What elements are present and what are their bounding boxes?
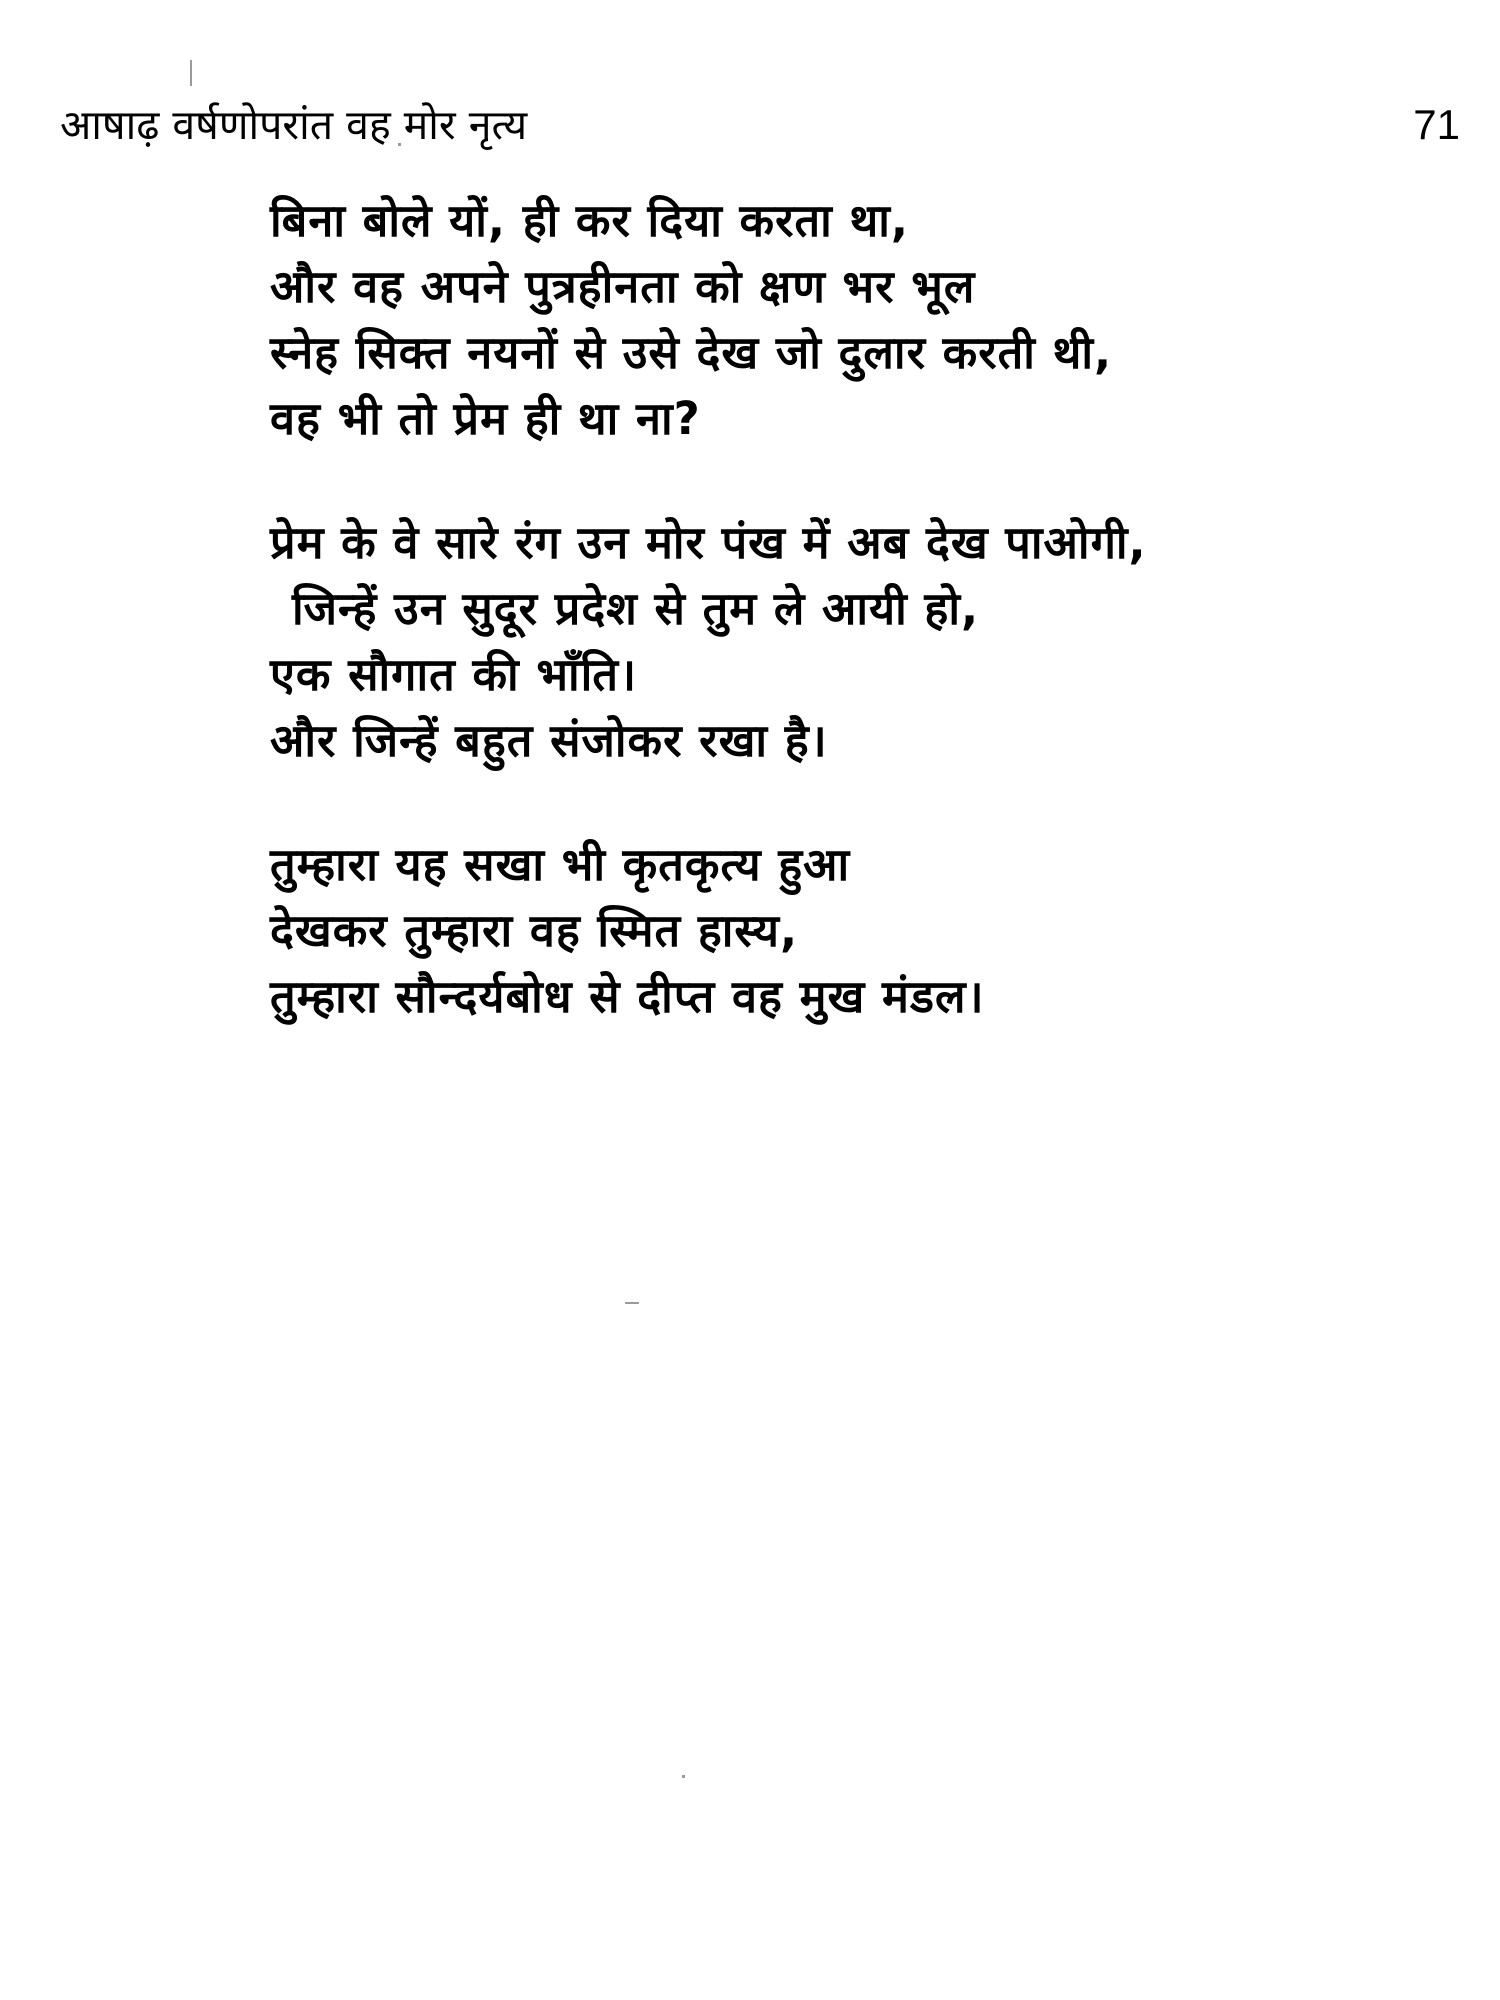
scan-speck	[190, 60, 192, 86]
running-title: आषाढ़ वर्षणोपरांत वह मोर नृत्य	[60, 101, 528, 149]
poem-body	[270, 188, 1410, 1088]
page-number: 71	[1413, 101, 1460, 148]
poem-line: तुम्हारा सौन्दर्यबोध से दीप्त वह मुख मंडल।	[270, 970, 985, 1023]
stanza	[270, 188, 1410, 452]
poem-line: और जिन्हें बहुत संजोकर रखा है।	[270, 714, 828, 767]
poem-line: और वह अपने पुत्रहीनता को क्षण भर भूल	[270, 260, 976, 313]
stanza	[270, 832, 1410, 1030]
scan-speck	[682, 1775, 685, 1778]
poem-line: एक सौगात की भाँति।	[270, 648, 638, 701]
running-header	[60, 95, 1460, 155]
poem-line: प्रेम के वे सारे रंग उन मोर पंख में अब देख पाओगी,	[270, 516, 1147, 569]
stanza	[270, 510, 1410, 774]
poem-line: वह भी तो प्रेम ही था ना?	[270, 392, 701, 445]
scan-speck	[625, 1302, 639, 1304]
poem-line: स्नेह सिक्त नयनों से उसे देख जो दुलार करती थी,	[270, 326, 1113, 379]
poem-line: जिन्हें उन सुदूर प्रदेश से तुम ले आयी हो,	[292, 582, 980, 635]
poem-line: देखकर तुम्हारा वह स्मित हास्य,	[270, 904, 799, 957]
poem-line: तुम्हारा यह सखा भी कृतकृत्य हुआ	[270, 838, 851, 891]
poem-line: बिना बोले यों, ही कर दिया करता था,	[270, 194, 909, 247]
